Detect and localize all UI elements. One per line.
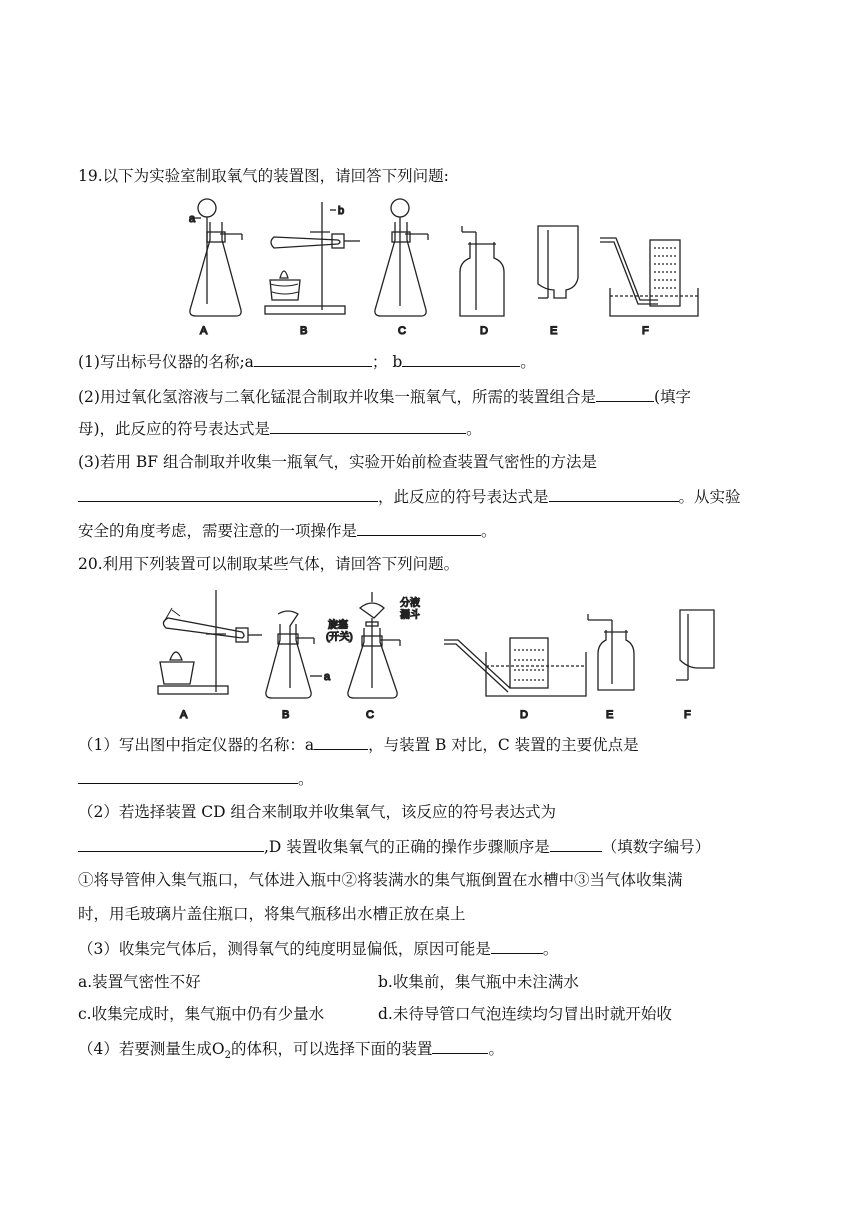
label-e: E <box>606 709 614 721</box>
answer-blank[interactable] <box>596 385 654 402</box>
q20-part2-cont: ,D 装置收集氧气的正确的操作步骤顺序是 （填数字编号） <box>78 835 710 858</box>
apparatus-b-flask <box>266 611 322 698</box>
label-a: A <box>180 709 188 721</box>
answer-blank[interactable] <box>254 350 372 367</box>
option-d: d.未待导管口气泡连续均匀冒出时就开始收 <box>378 1005 672 1023</box>
answer-blank[interactable] <box>549 485 679 502</box>
q20-part2-steps: ①将导管伸入集气瓶口，气体进入瓶中②将装满水的集气瓶倒置在水槽中③当气体收集满 <box>78 871 683 889</box>
q19-part1: (1)写出标号仪器的名称;a ； b 。 <box>78 350 536 373</box>
option-c: c.收集完成时，集气瓶中仍有少量水 <box>78 1005 325 1023</box>
stopcock-label-2: (开关) <box>326 632 353 643</box>
mark-a: a <box>189 213 196 225</box>
q19-part3-cont2: 安全的角度考虑，需要注意的一项操作是 。 <box>78 519 497 542</box>
answer-blank[interactable] <box>270 417 466 434</box>
answer-blank[interactable] <box>491 937 543 954</box>
answer-blank[interactable] <box>314 733 368 750</box>
mark-b: b <box>338 205 345 217</box>
label-a: A <box>200 325 208 337</box>
option-a: a.装置气密性不好 <box>78 973 201 991</box>
apparatus-a-flask <box>190 199 242 316</box>
q20-options-row2-d <box>378 1003 672 1025</box>
q20-part2-steps-cont: 时，用毛玻璃片盖住瓶口，将集气瓶移出水槽正放在桌上 <box>78 905 466 923</box>
label-c: C <box>398 325 406 337</box>
apparatus-f-trough <box>600 238 698 316</box>
q20-options-row1-b <box>378 971 579 993</box>
answer-blank[interactable] <box>78 835 264 852</box>
label-b: B <box>300 325 308 337</box>
q19-part2-cont: 母)，此反应的符号表达式是 。 <box>78 417 482 440</box>
q20-part3: （3）收集完气体后，测得氧气的纯度明显偏低，原因可能是 。 <box>78 937 558 960</box>
apparatus-e-bottle <box>538 226 578 298</box>
q20-part1-cont: 。 <box>78 767 314 790</box>
q20-options-row1 <box>78 971 201 993</box>
q20-title: 20.利用下列装置可以制取某些气体，请回答下列问题。 <box>78 555 460 573</box>
answer-blank[interactable] <box>78 767 298 784</box>
apparatus-d-bottle <box>460 226 504 316</box>
q19-apparatus-figure <box>170 192 730 340</box>
mark-a: a <box>324 671 331 683</box>
apparatus-c-flask <box>375 199 428 316</box>
apparatus-d-trough <box>444 638 586 696</box>
answer-blank[interactable] <box>357 519 481 536</box>
apparatus-a-heater <box>158 590 262 694</box>
label-d: D <box>480 325 488 337</box>
apparatus-f-bottle <box>676 610 714 680</box>
funnel-label-2: 漏斗 <box>400 610 420 621</box>
label-b: B <box>282 709 290 721</box>
answer-blank[interactable] <box>550 835 602 852</box>
label-e: E <box>550 325 558 337</box>
q20-part1: （1）写出图中指定仪器的名称：a ，与装置 B 对比，C 装置的主要优点是 <box>78 733 639 756</box>
q19-part3-cont: ，此反应的符号表达式是 。从实验 <box>78 485 741 508</box>
answer-blank[interactable] <box>432 1037 488 1054</box>
label-f: F <box>684 709 691 721</box>
q19-part3: (3)若用 BF 组合制取并收集一瓶氧气，实验开始前检查装置气密性的方法是 <box>78 453 597 471</box>
label-c: C <box>366 709 374 721</box>
q20-apparatus-figure <box>150 580 720 724</box>
label-d: D <box>520 709 528 721</box>
apparatus-b-heater <box>265 202 360 314</box>
q20-part2: （2）若选择装置 CD 组合来制取并收集氧气，该反应的符号表达式为 <box>78 803 557 821</box>
funnel-label: 分液 <box>400 598 420 609</box>
answer-blank[interactable] <box>78 485 378 502</box>
apparatus-c-flask <box>348 592 400 698</box>
q20-part4: （4）若要测量生成$O_2$的体积，可以选择下面的装置 。 <box>78 1037 504 1067</box>
apparatus-e-bottle <box>588 614 634 690</box>
option-b: b.收集前，集气瓶中未注满水 <box>378 973 579 991</box>
q20-options-row2 <box>78 1003 324 1025</box>
q19-part2: (2)用过氧化氢溶液与二氧化锰混合制取并收集一瓶氧气，所需的装置组合是 (填字 <box>78 385 691 408</box>
answer-blank[interactable] <box>402 350 520 367</box>
label-f: F <box>642 325 649 337</box>
q19-title: 19.以下为实验室制取氧气的装置图，请回答下列问题: <box>78 167 449 185</box>
stopcock-label: 旋塞 <box>328 620 348 631</box>
